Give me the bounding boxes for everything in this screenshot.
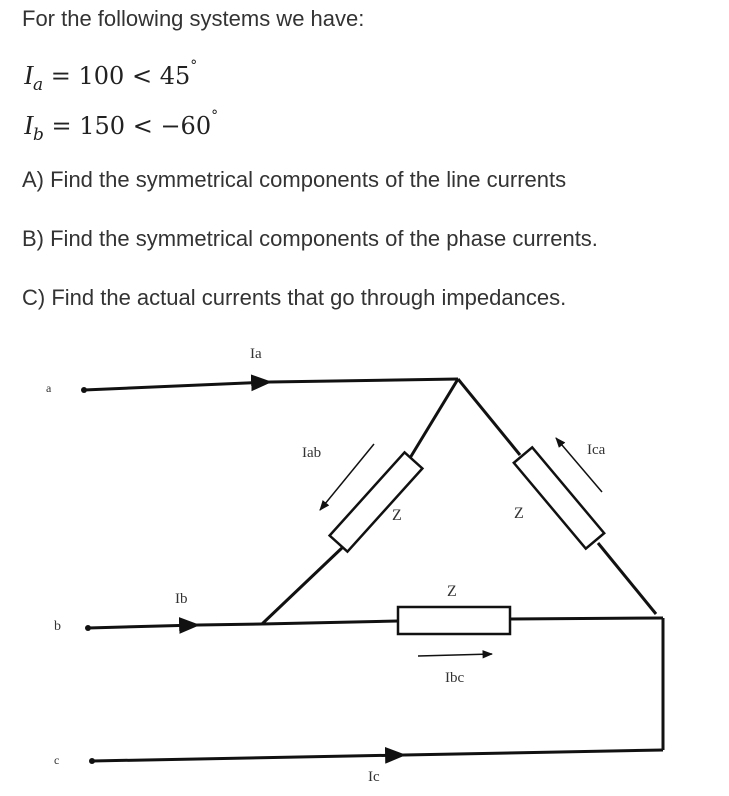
branch-ab-top	[410, 379, 458, 458]
label-z-ab: Z	[392, 507, 402, 524]
question-c: C) Find the actual currents that go through impedances.	[22, 285, 567, 310]
eq-b-rhs: = 150 < −60	[51, 112, 212, 140]
label-ic: Ic	[368, 769, 380, 785]
branch-bc-left	[262, 621, 398, 624]
impedance-ca	[514, 447, 604, 548]
arrow-ibc	[418, 654, 492, 656]
line-b	[198, 624, 262, 625]
label-ibc: Ibc	[445, 670, 465, 686]
label-ia: Ia	[250, 346, 262, 362]
question-b: B) Find the symmetrical components of the phase currents.	[22, 226, 598, 251]
branch-ab-bottom	[262, 546, 344, 624]
line-b-arrow	[88, 625, 198, 628]
eq-b-deg: °	[211, 108, 219, 124]
line-c	[404, 750, 663, 755]
eq-a-sub: a	[33, 75, 44, 95]
question-a: A) Find the symmetrical components of the line currents	[22, 167, 567, 192]
label-z-bc: Z	[447, 583, 457, 600]
line-c-arrow	[92, 755, 404, 761]
eq-a-deg: °	[190, 58, 198, 74]
eq-a-rhs: = 100 <	[50, 62, 153, 90]
label-ica: Ica	[587, 442, 606, 458]
eq-b-var: I	[24, 110, 33, 140]
label-iab: Iab	[302, 445, 322, 461]
impedance-ab	[330, 452, 423, 551]
eq-a-var: I	[24, 60, 33, 90]
eq-b-sub: b	[33, 125, 44, 145]
line-a-arrow	[84, 382, 270, 390]
node-label-b: b	[54, 619, 61, 634]
branch-bc-right	[510, 618, 663, 619]
label-z-ca: Z	[514, 505, 524, 522]
intro-text: For the following systems we have:	[22, 6, 365, 31]
line-a	[270, 379, 458, 382]
node-label-c: c	[54, 753, 60, 767]
branch-ca-top	[458, 379, 520, 455]
impedance-bc	[398, 607, 510, 634]
label-ib: Ib	[175, 591, 188, 607]
eq-a-angle: 45	[159, 62, 191, 90]
node-label-a: a	[46, 381, 52, 395]
branch-ca-bottom	[598, 543, 656, 614]
